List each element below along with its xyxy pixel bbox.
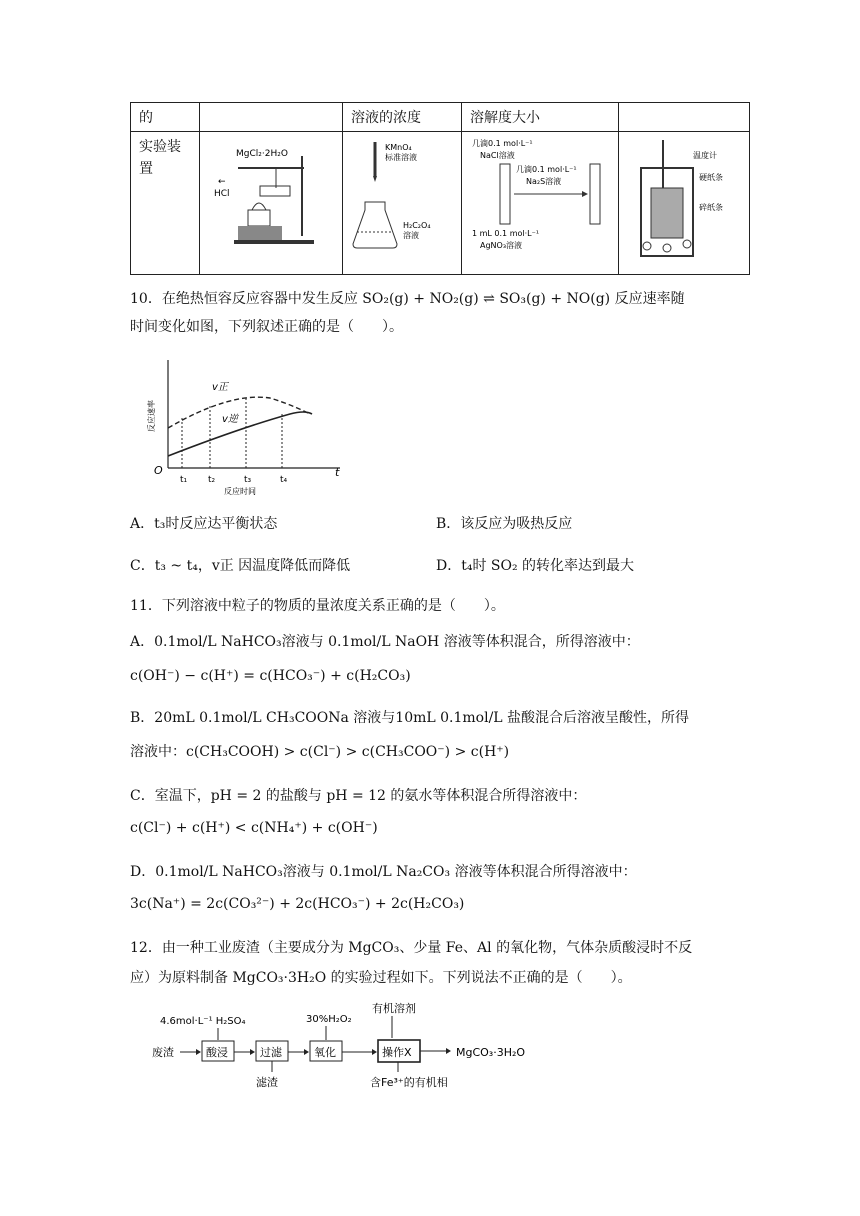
flow-step-oxidize: 氧化 [314, 1046, 336, 1059]
table-cell: 溶液的浓度 [343, 103, 462, 132]
graph-origin: O [154, 464, 163, 477]
q10-stem-line1: 10．在绝热恒容反应容器中发生反应 SO₂(g) + NO₂(g) ⇌ SO₃(g) + NO(g) 反应速率随 [130, 291, 685, 307]
table-cell-label: 实验装置 [131, 132, 200, 275]
flow-step-operation-x: 操作X [382, 1046, 412, 1059]
graph-tick: t₂ [208, 475, 216, 485]
table-cell [619, 103, 750, 132]
svg-text:←: ← [218, 177, 226, 187]
na2s-drops-label: 几滴0.1 mol·L⁻¹ [516, 165, 577, 174]
table-row [131, 132, 750, 275]
apparatus-4 [619, 132, 750, 275]
reagent-label: MgCl₂·2H₂O [236, 149, 288, 159]
solution-label: 溶液 [403, 231, 419, 240]
q11-option-d-line2: 3c(Na⁺) = 2c(CO₃²⁻) + 2c(HCO₃⁻) + 2c(H₂CO₃) [130, 896, 465, 912]
kmno4-label: KMnO₄ [385, 143, 412, 152]
table-cell: 溶解度大小 [462, 103, 619, 132]
precipitation-illustration [470, 136, 610, 266]
q11-option-d-line1: D．0.1mol/L NaHCO₃溶液与 0.1mol/L Na₂CO₃ 溶液等体积混合所得溶液中： [130, 864, 637, 880]
flow-step-filter: 过滤 [260, 1046, 282, 1059]
graph-y-label: 反应速率 [147, 400, 156, 432]
q12-stem-line2: 应）为原料制备 MgCO₃·3H₂O 的实验过程如下。下列说法不正确的是（ ）。 [130, 970, 632, 986]
q11-option-c-line1: C．室温下，pH = 2 的盐酸与 pH = 12 的氨水等体积混合所得溶液中： [130, 788, 587, 804]
table-row [131, 103, 750, 132]
q10-option-a: A．t₃时反应达平衡状态 [130, 516, 278, 532]
calorimeter-illustration [627, 136, 741, 266]
q12-stem-line1: 12．由一种工业废渣（主要成分为 MgCO₃、少量 Fe、Al 的氧化物，气体杂质酸浸时不反 [130, 940, 693, 956]
table-cell: 的 [131, 103, 200, 132]
hcl-label: HCl [214, 189, 230, 199]
flow-step-acid-leach: 酸浸 [206, 1046, 228, 1059]
q11-stem: 11．下列溶液中粒子的物质的量浓度关系正确的是（ ）。 [130, 598, 505, 614]
q12-process-flowchart [140, 1000, 580, 1096]
na2s-solution-label: Na₂S溶液 [526, 177, 562, 186]
heating-apparatus-illustration [208, 136, 334, 266]
agno3-solution-label: AgNO₃溶液 [480, 241, 523, 250]
graph-x-axis-name: t [335, 466, 340, 479]
cardboard-label: 硬纸条 [699, 173, 723, 182]
graph-curve-v-forward: v正 [212, 382, 228, 393]
q11-option-b-line1: B．20mL 0.1mol/L CH₃COONa 溶液与10mL 0.1mol/L 盐酸混合后溶液呈酸性，所得 [130, 710, 690, 726]
graph-tick: t₄ [280, 475, 288, 485]
flow-solvent-label: 有机溶剂 [372, 1002, 416, 1015]
q10-rate-time-graph [140, 352, 352, 502]
agno3-amount-label: 1 mL 0.1 mol·L⁻¹ [472, 229, 540, 238]
flow-product: MgCO₃·3H₂O [456, 1046, 526, 1059]
flow-residue: 滤渣 [256, 1076, 278, 1089]
graph-x-label: 反应时间 [224, 487, 256, 496]
flow-h2o2-label: 30%H₂O₂ [306, 1014, 352, 1025]
graph-tick: t₁ [180, 475, 188, 485]
nacl-solution-label: NaCl溶液 [480, 151, 515, 160]
paper-strip-label: 碎纸条 [699, 203, 723, 212]
h2c2o4-label: H₂C₂O₄ [403, 221, 431, 230]
q11-option-b-line2: 溶液中：c(CH₃COOH) > c(Cl⁻) > c(CH₃COO⁻) > c(H⁺) [130, 744, 510, 760]
standard-solution-label: 标准溶液 [385, 153, 417, 162]
nacl-drops-label: 几滴0.1 mol·L⁻¹ [472, 139, 533, 148]
flow-organic-phase: 含Fe³⁺的有机相 [370, 1076, 448, 1089]
flow-acid-label: 4.6mol·L⁻¹ H₂SO₄ [160, 1016, 246, 1027]
q10-option-c: C．t₃ ~ t₄，v正 因温度降低而降低 [130, 558, 351, 574]
q11-option-a-line1: A．0.1mol/L NaHCO₃溶液与 0.1mol/L NaOH 溶液等体积混合，所得溶液中： [130, 634, 640, 650]
q10-option-d: D．t₄时 SO₂ 的转化率达到最大 [436, 558, 635, 574]
experiment-table [130, 102, 750, 275]
q11-option-c-line2: c(Cl⁻) + c(H⁺) < c(NH₄⁺) + c(OH⁻) [130, 820, 378, 836]
q10-option-b: B．该反应为吸热反应 [436, 516, 573, 532]
apparatus-1 [200, 132, 343, 275]
q11-option-a-line2: c(OH⁻) − c(H⁺) = c(HCO₃⁻) + c(H₂CO₃) [130, 668, 411, 684]
apparatus-3 [462, 132, 619, 275]
apparatus-2 [343, 132, 462, 275]
q10-stem-line2: 时间变化如图，下列叙述正确的是（ ）。 [130, 319, 403, 335]
flow-start: 废渣 [152, 1046, 174, 1059]
titration-illustration [351, 136, 453, 266]
thermometer-label: 温度计 [693, 151, 717, 160]
table-cell [200, 103, 343, 132]
graph-curve-v-reverse: v逆 [222, 414, 238, 425]
graph-tick: t₃ [244, 475, 252, 485]
